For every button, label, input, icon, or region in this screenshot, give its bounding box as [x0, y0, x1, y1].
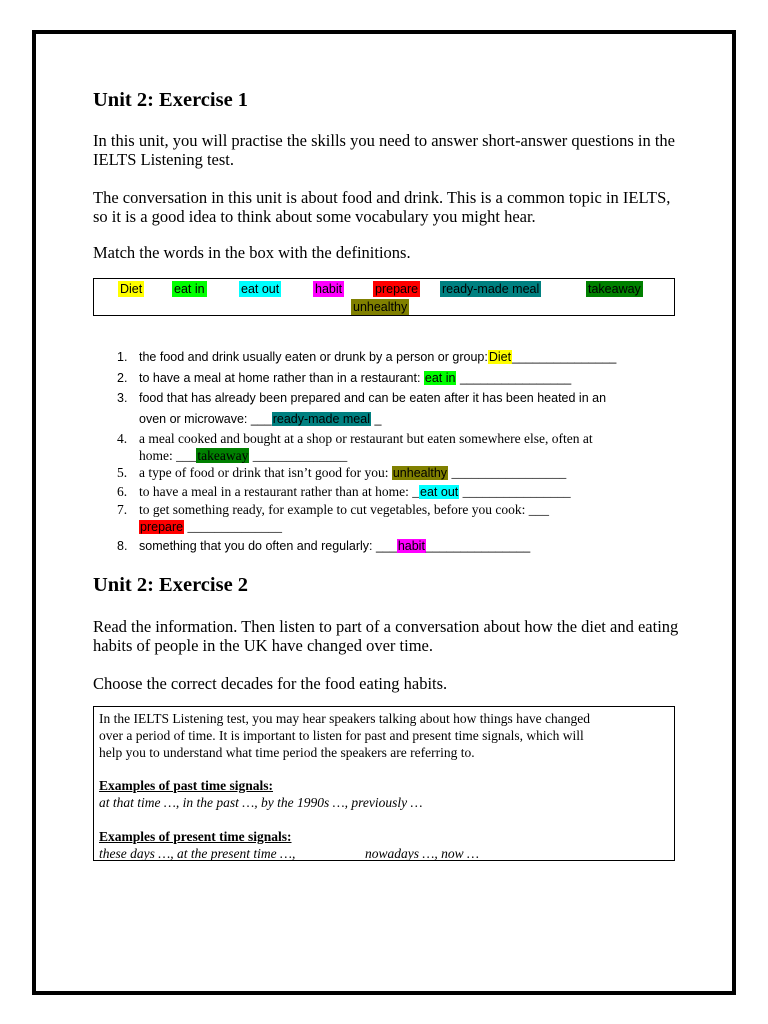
exercise2-instruction: Choose the correct decades for the food eating habits. [93, 674, 448, 693]
exercise2-title: Unit 2: Exercise 2 [93, 574, 249, 596]
present-signals-heading: Examples of present time signals: [99, 829, 292, 844]
word-takeaway: takeaway [588, 282, 641, 296]
word-eat-in: eat in [174, 282, 205, 296]
info-text-line: help you to understand what time period the speakers are referring to. [99, 745, 475, 760]
exercise1-title: Unit 2: Exercise 1 [93, 89, 249, 111]
definition-item: to have a meal at home rather than in a restaurant: eat in ________________ [139, 371, 572, 385]
definition-item: to get something ready, for example to cut vegetables, before you cook: ___ [139, 502, 549, 517]
definition-item-continued: prepare ______________ [140, 519, 282, 534]
item-number: 4. [117, 431, 128, 446]
definition-item: a meal cooked and bought at a shop or restaurant but eaten somewhere else, often at [139, 431, 593, 446]
answer-highlight: eat in [424, 371, 456, 385]
answer-highlight: takeaway [197, 448, 249, 463]
item-number: 3. [117, 391, 128, 405]
definition-item: food that has already been prepared and can be eaten after it has been heated in an [139, 391, 607, 405]
definition-item-continued: oven or microwave: ___ready-made meal _ [139, 412, 382, 426]
exercise2-intro: Read the information. Then listen to part of a conversation about how the diet and eating habits of people in the UK have changed over time. [93, 617, 679, 655]
word-habit: habit [315, 282, 343, 296]
exercise1-intro: In this unit, you will practise the skills you need to answer short-answer questions in the IELTS Listening test. [93, 131, 675, 169]
present-signals-examples: these days …, at the present time …, [99, 846, 296, 861]
item-number: 6. [117, 484, 128, 499]
answer-highlight: Diet [488, 350, 512, 364]
past-signals-heading: Examples of past time signals: [99, 778, 274, 793]
item-number: 7. [117, 502, 128, 517]
definition-item-continued: home: ___takeaway ______________ [139, 448, 348, 463]
word-prepare: prepare [375, 282, 419, 296]
answer-highlight: ready-made meal [272, 412, 370, 426]
definition-item: to have a meal in a restaurant rather than at home: _eat out ________________ [139, 484, 571, 499]
word-unhealthy: unhealthy [353, 300, 408, 314]
answer-highlight: prepare [140, 520, 184, 534]
word-eat-out: eat out [241, 282, 280, 296]
item-number: 8. [117, 539, 128, 553]
item-number: 5. [117, 465, 128, 480]
info-text-line: over a period of time. It is important to listen for past and present time signals, which will [99, 728, 584, 743]
definition-item: something that you do often and regularly: ___habit_______________ [139, 539, 531, 553]
definition-item: a type of food or drink that isn’t good for you: unhealthy _________________ [139, 465, 567, 480]
word-diet: Diet [120, 282, 143, 296]
definition-item: the food and drink usually eaten or drunk by a person or group:Diet_______________ [139, 350, 617, 364]
answer-highlight: eat out [420, 485, 459, 499]
present-signals-examples-continued: nowadays …, now … [365, 846, 480, 861]
item-number: 2. [117, 371, 128, 385]
exercise1-context: The conversation in this unit is about food and drink. This is a common topic in IELTS, so it is a good idea to think about some vocabulary you might hear. [93, 188, 671, 226]
answer-highlight: unhealthy [392, 466, 448, 480]
item-number: 1. [117, 350, 128, 364]
past-signals-examples: at that time …, in the past …, by the 1990s …, previously … [99, 795, 423, 810]
info-text-line: In the IELTS Listening test, you may hear speakers talking about how things have changed [99, 711, 591, 726]
answer-highlight: habit [397, 539, 425, 553]
exercise1-instruction: Match the words in the box with the definitions. [93, 243, 411, 262]
word-ready-made-meal: ready-made meal [442, 282, 540, 296]
